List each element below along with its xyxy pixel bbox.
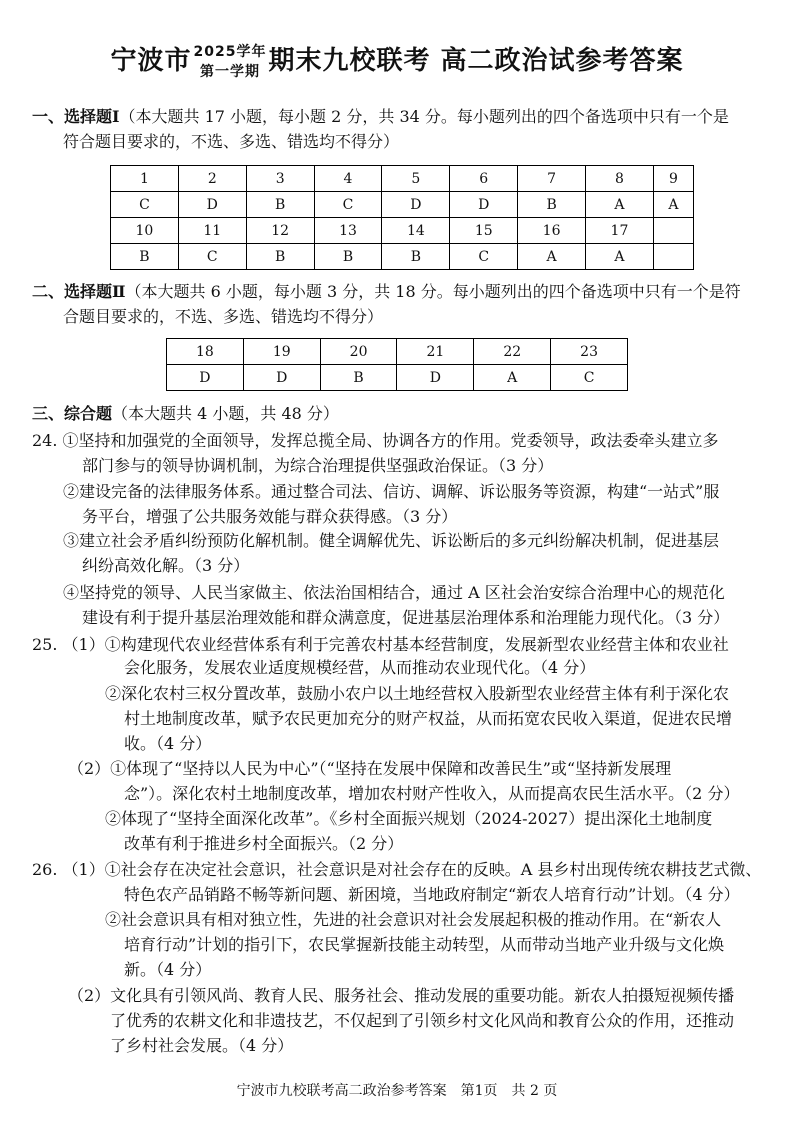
table-cell: 3 bbox=[246, 166, 314, 192]
answer-line: （2）①体现了“坚持以人民为中心”（“坚持在发展中保障和改善民生”或“坚持新发展理 bbox=[68, 759, 672, 778]
answer-line: ③建立社会矛盾纠纷预防化解机制。健全调解优先、诉讼断后的多元纠纷解决机制，促进基层 bbox=[63, 531, 720, 550]
table-row bbox=[111, 244, 694, 270]
answer-line: 24. ①坚持和加强党的全面领导，发挥总揽全局、协调各方的作用。党委领导，政法委牵头建立多 bbox=[32, 431, 719, 450]
table-cell: 8 bbox=[586, 166, 654, 192]
table-cell: 18 bbox=[167, 339, 244, 365]
table-cell bbox=[653, 218, 693, 244]
answer-line: 部门参与的领导协调机制，为综合治理提供坚强政治保证。（3 分） bbox=[82, 456, 554, 475]
table-row bbox=[111, 192, 694, 218]
table-cell: 6 bbox=[450, 166, 518, 192]
answer-table-2 bbox=[166, 338, 628, 391]
table-cell: B bbox=[246, 192, 314, 218]
table-cell: 15 bbox=[450, 218, 518, 244]
table-cell: 21 bbox=[397, 339, 474, 365]
section1-desc-cont: 符合题目要求的，不选、多选、错选均不得分） bbox=[63, 132, 400, 151]
answer-line: 会化服务，发展农业适度规模经营，从而推动农业现代化。（4 分） bbox=[124, 658, 596, 677]
table-cell: B bbox=[320, 365, 397, 391]
table-cell: 20 bbox=[320, 339, 397, 365]
table-cell: D bbox=[450, 192, 518, 218]
title-main: 期末九校联考 高二政治试参考答案 bbox=[268, 46, 684, 76]
table-cell: 7 bbox=[518, 166, 586, 192]
table-cell: B bbox=[314, 244, 382, 270]
table-cell: 17 bbox=[586, 218, 654, 244]
answer-line: 收。（4 分） bbox=[124, 734, 212, 753]
table-cell: 4 bbox=[314, 166, 382, 192]
table-cell: 12 bbox=[246, 218, 314, 244]
table-cell: 13 bbox=[314, 218, 382, 244]
table-row bbox=[111, 166, 694, 192]
table-cell: B bbox=[382, 244, 450, 270]
table-row bbox=[167, 339, 628, 365]
table-cell: A bbox=[653, 192, 693, 218]
table-cell: 9 bbox=[653, 166, 693, 192]
section3-note: （本大题共 4 小题，共 48 分） bbox=[112, 404, 339, 423]
table-cell: D bbox=[167, 365, 244, 391]
table-cell: C bbox=[450, 244, 518, 270]
answer-line: 务平台，增强了公共服务效能与群众获得感。（3 分） bbox=[82, 507, 458, 526]
answer-line: 建设有利于提升基层治理效能和群众满意度，促进基层治理体系和治理能力现代化。（3 分） bbox=[82, 608, 730, 627]
answer-line: 新。（4 分） bbox=[124, 960, 212, 979]
answer-line: 26. （1）①社会存在决定社会意识，社会意识是对社会存在的反映。A 县乡村出现传统农耕技艺式微、 bbox=[32, 860, 762, 879]
section1-desc: （本大题共 17 小题，每小题 2 分，共 34 分。每小题列出的四个备选项中只有一个是 bbox=[119, 107, 729, 126]
answer-line: （2）文化具有引领风尚、教育人民、服务社会、推动发展的重要功能。新农人拍摄短视频传播 bbox=[68, 986, 735, 1005]
answer-line: 了乡村社会发展。（4 分） bbox=[110, 1036, 294, 1055]
table-cell: A bbox=[586, 192, 654, 218]
table-cell: A bbox=[586, 244, 654, 270]
answer-line: ②建设完备的法律服务体系。通过整合司法、信访、调解、诉讼服务等资源，构建“一站式”服 bbox=[63, 482, 720, 501]
answer-line: 特色农产品销路不畅等新问题、新困境，当地政府制定“新农人培育行动”计划。（4 分） bbox=[124, 885, 740, 904]
table-cell: C bbox=[178, 244, 246, 270]
table-cell: B bbox=[111, 244, 179, 270]
table-row bbox=[167, 365, 628, 391]
title-city: 宁波市 bbox=[110, 46, 192, 76]
answer-line: 念”）。深化农村土地制度改革，增加农村财产性收入，从而提高农民生活水平。（2 分） bbox=[124, 784, 740, 803]
table-cell: D bbox=[178, 192, 246, 218]
table-cell: A bbox=[474, 365, 551, 391]
table-row bbox=[111, 218, 694, 244]
table-cell: 14 bbox=[382, 218, 450, 244]
table-cell: D bbox=[243, 365, 320, 391]
table-cell: 5 bbox=[382, 166, 450, 192]
answer-table-1 bbox=[110, 165, 694, 270]
section3-heading: 三、综合题 bbox=[32, 404, 113, 423]
table-cell: B bbox=[246, 244, 314, 270]
title-term: 第一学期 bbox=[199, 64, 260, 80]
section1-heading: 一、选择题Ⅰ bbox=[32, 107, 120, 126]
section2-desc-cont: 合题目要求的，不选、多选、错选均不得分） bbox=[63, 307, 384, 326]
table-cell: C bbox=[551, 365, 628, 391]
answer-line: ④坚持党的领导、人民当家做主、依法治国相结合，通过 A 区社会治安综合治理中心的规范化 bbox=[63, 583, 725, 602]
answer-line: ②体现了“坚持全面深化改革”。《乡村全面振兴规划（2024-2027）提出深化土地制度 bbox=[105, 809, 713, 828]
answer-line: ②深化农村三权分置改革，鼓励小农户以土地经营权入股新型农业经营主体有利于深化农 bbox=[105, 684, 730, 703]
title-year: 2025学年 bbox=[193, 44, 267, 60]
table-cell: 2 bbox=[178, 166, 246, 192]
answer-line: 纠纷高效化解。（3 分） bbox=[82, 556, 250, 575]
section1-line1 bbox=[32, 106, 729, 128]
page-footer: 宁波市九校联考高二政治参考答案 第1页 共 2 页 bbox=[236, 1083, 558, 1099]
table-cell: A bbox=[518, 244, 586, 270]
table-cell: D bbox=[382, 192, 450, 218]
section2-desc: （本大题共 6 小题，每小题 3 分，共 18 分。每小题列出的四个备选项中只有一个是符 bbox=[125, 282, 741, 301]
answer-line: 改革有利于推进乡村全面振兴。（2 分） bbox=[124, 834, 404, 853]
section2-heading: 二、选择题Ⅱ bbox=[32, 282, 126, 301]
table-cell: B bbox=[518, 192, 586, 218]
answer-line: 村土地制度改革，赋予农民更加充分的财产权益，从而拓宽农民收入渠道，促进农民增 bbox=[124, 709, 733, 728]
answer-line: 25. （1）①构建现代农业经营体系有利于完善农村基本经营制度，发展新型农业经营主体和农业社 bbox=[32, 635, 729, 654]
table-cell bbox=[653, 244, 693, 270]
table-cell: C bbox=[314, 192, 382, 218]
answer-line: 培育行动”计划的指引下，农民掌握新技能主动转型，从而带动当地产业升级与文化焕 bbox=[124, 935, 725, 954]
table-cell: 19 bbox=[243, 339, 320, 365]
table-cell: 16 bbox=[518, 218, 586, 244]
table-cell: 22 bbox=[474, 339, 551, 365]
table-cell: C bbox=[111, 192, 179, 218]
table-cell: 10 bbox=[111, 218, 179, 244]
section2-line1 bbox=[32, 281, 741, 303]
table-cell: 1 bbox=[111, 166, 179, 192]
table-cell: 11 bbox=[178, 218, 246, 244]
table-cell: D bbox=[397, 365, 474, 391]
answer-line: ②社会意识具有相对独立性，先进的社会意识对社会发展起积极的推动作用。在“新农人 bbox=[105, 910, 722, 929]
answer-line: 了优秀的农耕文化和非遗技艺，不仅起到了引领乡村文化风尚和教育公众的作用，还推动 bbox=[110, 1011, 735, 1030]
table-cell: 23 bbox=[551, 339, 628, 365]
title-term-stack bbox=[193, 42, 266, 82]
section3-line bbox=[32, 403, 339, 425]
page-title bbox=[0, 40, 794, 82]
